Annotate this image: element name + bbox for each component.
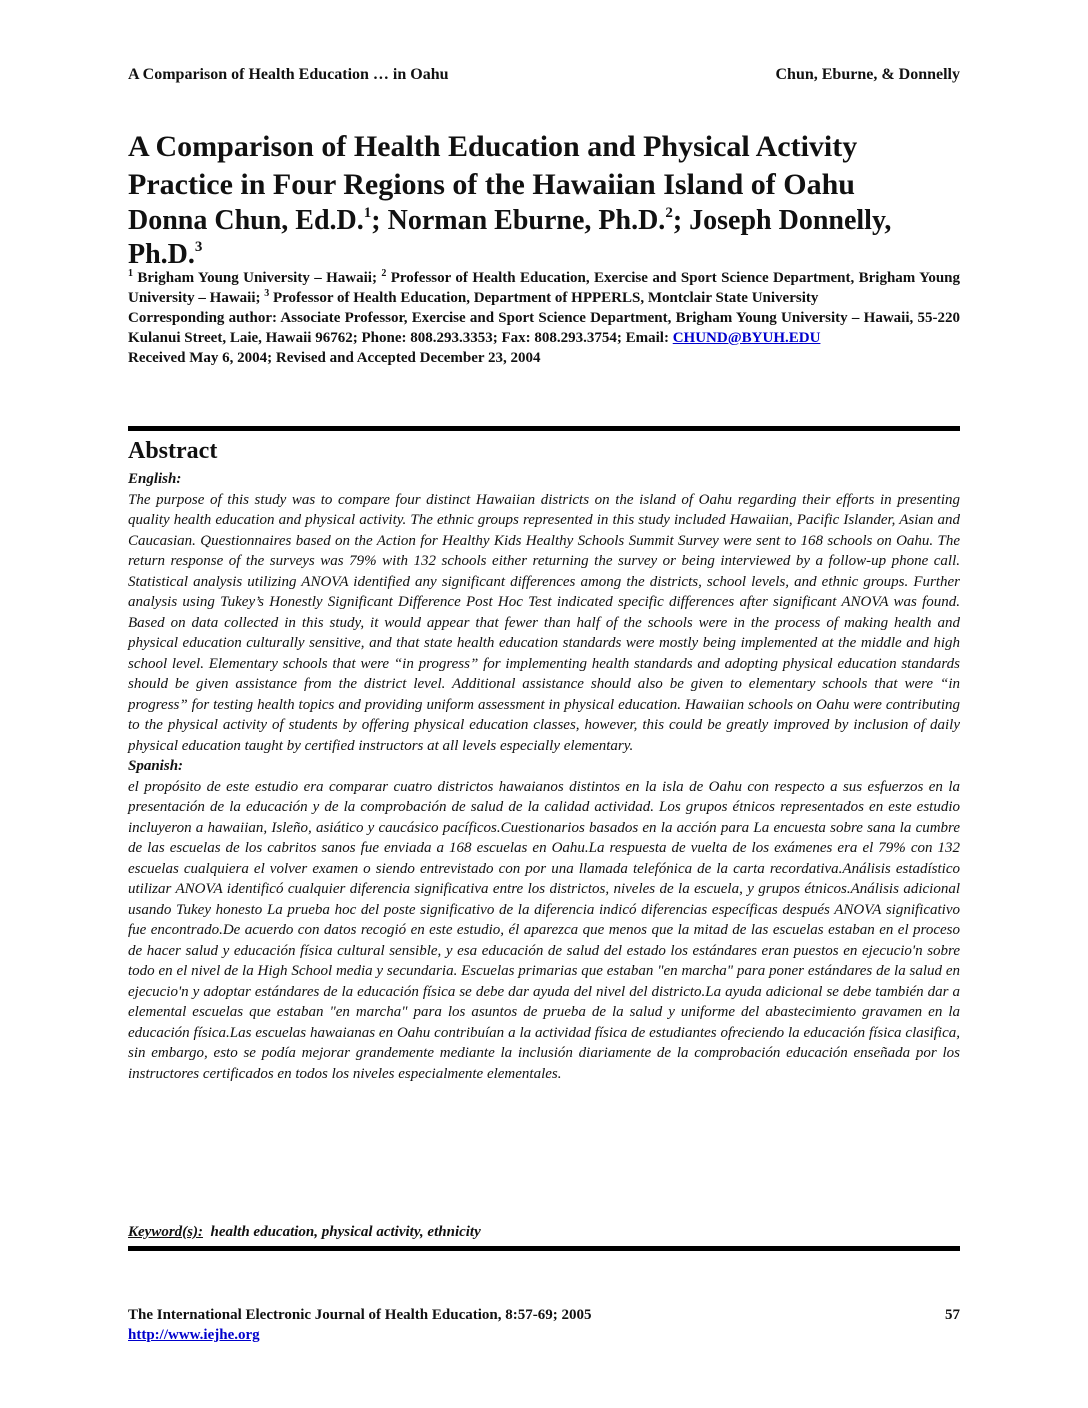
keywords-text: health education, physical activity, ethnicity (203, 1224, 481, 1240)
author-name: Norman Eburne, Ph.D. (387, 205, 666, 236)
author-name: Donna Chun, Ed.D. (128, 205, 364, 236)
english-abstract: The purpose of this study was to compare four distinct Hawaiian districts on the island of Oahu regarding their efforts in presenting quality health education and physical activity. The ethnic groups represented in this study included Hawaiian, Pacific Islander, Asian and Caucasian. Questionnaires based on the Action for Healthy Kids Healthy Schools Summit Survey were sent to 168 schools on Oahu. The return response of the surveys was 79% with 132 schools either returning the survey or being interviewed by a follow-up phone call. Statistical analysis utilizing ANOVA identified any significant differences among the districts, school levels, and ethnic groups. Further analysis using Tukey’s Honestly Significant Difference Post Hoc Test indicated specific differences after significant ANOVA was found. Based on data collected in this study, it would appear that fewer than half of the schools were in the process of making health and physical education culturally sensitive, and that state health education standards were mostly being implemented at the middle and high school level. Elementary schools that were “in progress” for implementing health standards and adopting physical education standards should be given assistance from the district level. Additional assistance should also be given to elementary schools that were “in progress” for testing health topics and providing uniform assessment in physical education. Hawaiian schools on Oahu were contributing to the physical activity of students by offering physical education classes, however, this could be greatly improved by inclusion of daily physical education taught by certified instructors at all levels especially elementary. (128, 491, 960, 754)
english-label: English: (128, 471, 182, 487)
author-affiliation-mark: 3 (194, 239, 203, 255)
affiliations: $^1$ Brigham Young University – Hawaii; $^2$ Professor of Health Education, Exercise and Sport Science Department, Brigham Young University – Hawaii; $^3$ Professor of Health Education, Department of HPPERLS, Montclair State University (128, 268, 961, 306)
spanish-abstract: el propósito de este estudio era comparar cuatro districtos hawaianos distintos en la isla de Oahu con respecto a sus esfuerzos en la presentación de la educación y de la comprobación de salud de la calidad actividad. Los grupos étnicos representados en este estudio incluyeron a hawaiian, Isleño, asiático y caucásico pacíficos.Cuestionarios basados en la acción para La encuesta sobre sana la cumbre de las escuelas de los cabritos sanos fue enviada a 168 escuelas en Oahu.La respuesta de vuelta de los exámenes era el 79% con 132 escuelas cualquiera el volver examen o siendo entrevistado con por una llamada telefónica de la carta recordativa.Análisis estadístico utilizar ANOVA identificó cualquier diferencia significativa entre los districtos, niveles de la escuela, y grupos étnicos.Análisis adicional usando Tukey honesto La prueba hoc del poste significativo de la diferencia indicó diferencias específicas después ANOVA significativo fue encontrado.De acuerdo con datos recogió en este estudio, él aparezca que menos que la mitad de las escuelas estaban en el proceso de hacer salud y educación física cultural sensible, y esa educación de salud del estado los estándares eran puestos en ejecucio'n sobre todo en el nivel de la High School media y secundaria. Escuelas primarias que estaban "en marcha" para poner estándares de la salud en ejecucio'n y adoptar estándares de la educación física se debe dar ayuda del nivel del districto.La ayuda adicional se debe también dar a elemental escuelas que estaban "en marcha" para los asuntos de prueba de la salud y uniforme del abastecimiento gravamen en la educación física.Las escuelas hawaianas en Oahu contribuían a la actividad física de estudiantes ofreciendo la educación física clasifica, sin embargo, esto se podía mejorar grandemente mediante la inclusión diariamente de la comprobación educación enseñada por los instructores certificados en todos los niveles especialmente elementales. (128, 778, 960, 1082)
keywords-label: Keyword(s): (128, 1224, 203, 1240)
author-list: Donna Chun, Ed.D.$^1$; Norman Eburne, Ph.D.$^2$; Joseph Donnelly, Ph.D.$^3$ (128, 205, 892, 270)
article-metadata (128, 268, 960, 368)
running-head (128, 66, 960, 84)
section-divider-bottom (128, 1246, 960, 1251)
received-dates: Received May 6, 2004; Revised and Accepted December 23, 2004 (128, 350, 541, 366)
email-link[interactable]: CHUND@BYUH.EDU (672, 330, 821, 346)
running-head-right: Chun, Eburne, & Donnelly (775, 66, 960, 83)
journal-url-link[interactable]: http://www.iejhe.org (128, 1327, 260, 1343)
page-number: 57 (945, 1307, 960, 1323)
author-affiliation-mark: 2 (665, 205, 673, 221)
running-head-left: A Comparison of Health Education … in Oahu (128, 66, 449, 83)
journal-citation: The International Electronic Journal of Health Education, 8:57-69; 2005 (128, 1307, 592, 1323)
abstract-body (128, 469, 960, 1084)
page-footer (128, 1305, 960, 1345)
corresponding-author: Corresponding author: Associate Professor, Exercise and Sport Science Department, Brigham Young University – Hawaii, 55-220 Kulanui Street, Laie, Hawaii 96762; Phone: 808.293.3353; Fax: 808.293.3754; Email: CHUND@BYUH.EDU (128, 310, 960, 346)
abstract-heading: Abstract (128, 438, 218, 464)
author-affiliation-mark: 1 (363, 205, 372, 221)
section-divider-top (128, 426, 960, 431)
author-name: Joseph Donnelly, Ph.D. (128, 205, 892, 270)
spanish-label: Spanish: (128, 758, 184, 774)
keywords (128, 1224, 960, 1241)
article-title: A Comparison of Health Education and Physical Activity Practice in Four Regions of the Hawaiian Island of Oahu (128, 130, 858, 201)
